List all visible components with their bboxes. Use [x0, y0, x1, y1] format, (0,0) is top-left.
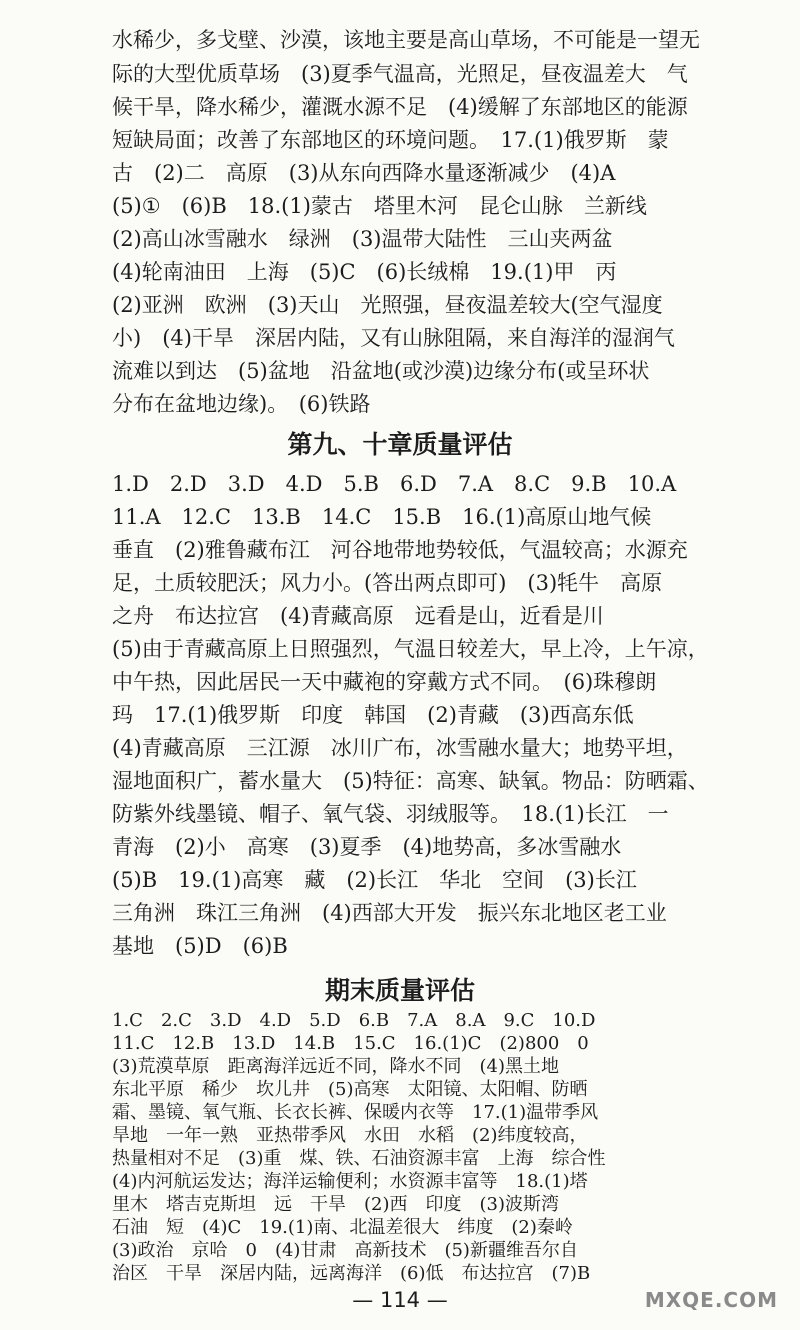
text-line: 治区 干旱 深居内陆，远离海洋 (6)低 布达拉宫 (7)B [112, 1263, 591, 1284]
page-number: — 114 — [352, 1288, 448, 1312]
text-line: (5)由于青藏高原上日照强烈，气温日较差大，早上冷，上午凉， [112, 637, 709, 661]
text-line: (5)B 19.(1)高寒 藏 (2)长江 华北 空间 (3)长江 [112, 868, 637, 892]
section-title: 第九、十章质量评估 [287, 430, 513, 459]
text-line: 里木 塔吉克斯坦 远 干旱 (2)西 印度 (3)波斯湾 [112, 1194, 559, 1215]
text-line: 霜、墨镜、氧气瓶、长衣长裤、保暖内衣等 17.(1)温带季风 [112, 1102, 599, 1123]
text-line: 足，土质较肥沃；风力小。(答出两点即可) (3)牦牛 高原 [112, 571, 663, 595]
text-line: (4)轮南油田 上海 (5)C (6)长绒棉 19.(1)甲 丙 [112, 260, 617, 284]
text-line: 小) (4)干旱 深居内陆，又有山脉阻隔，来自海洋的湿润气 [112, 326, 675, 350]
text-line: (3)荒漠草原 距离海洋远近不同，降水不同 (4)黑土地 [112, 1056, 559, 1077]
text-line: 东北平原 稀少 坎儿井 (5)高寒 太阳镜、太阳帽、防晒 [112, 1079, 588, 1100]
text-line: 流难以到达 (5)盆地 沿盆地(或沙漠)边缘分布(或呈环状 [112, 359, 650, 383]
text-line: 热量相对不足 (3)重 煤、铁、石油资源丰富 上海 综合性 [112, 1148, 606, 1169]
watermark: MXQE.COM [644, 1288, 778, 1312]
text-line: 候干旱，降水稀少，灌溉水源不足 (4)缓解了东部地区的能源 [112, 95, 688, 119]
text-line: 11.A 12.C 13.B 14.C 15.B 16.(1)高原山地气候 [112, 505, 652, 529]
text-line: 际的大型优质草场 (3)夏季气温高，光照足，昼夜温差大 气 [112, 62, 688, 86]
text-line: 分布在盆地边缘)。 (6)铁路 [112, 392, 371, 416]
text-line: 三角洲 珠江三角洲 (4)西部大开发 振兴东北地区老工业 [112, 901, 667, 925]
text-line: 玛 17.(1)俄罗斯 印度 韩国 (2)青藏 (3)西高东低 [112, 703, 634, 727]
text-line: 1.D 2.D 3.D 4.D 5.B 6.D 7.A 8.C 9.B 10.A [112, 472, 677, 496]
text-line: 古 (2)二 高原 (3)从东向西降水量逐渐减少 (4)A [112, 161, 616, 185]
text-line: (5)① (6)B 18.(1)蒙古 塔里木河 昆仑山脉 兰新线 [112, 194, 647, 218]
section-title: 期末质量评估 [324, 976, 475, 1005]
text-line: (3)政治 京哈 0 (4)甘肃 高新技术 (5)新疆维吾尔自 [112, 1240, 578, 1261]
text-line: 短缺局面；改善了东部地区的环境问题。 17.(1)俄罗斯 蒙 [112, 128, 669, 152]
text-line: (2)亚洲 欧洲 (3)天山 光照强，昼夜温差较大(空气湿度 [112, 293, 663, 317]
text-line: 11.C 12.B 13.D 14.B 15.C 16.(1)C (2)800 0 [112, 1033, 589, 1054]
text-line: 旱地 一年一熟 亚热带季风 水田 水稻 (2)纬度较高， [112, 1125, 588, 1146]
text-line: 水稀少，多戈壁、沙漠，该地主要是高山草场，不可能是一望无 [112, 28, 700, 52]
text-line: 防紫外线墨镜、帽子、氧气袋、羽绒服等。 18.(1)长江 一 [112, 802, 669, 826]
text-line: 中午热，因此居民一天中藏袍的穿戴方式不同。 (6)珠穆朗 [112, 670, 657, 694]
text-line: 基地 (5)D (6)B [112, 934, 288, 958]
text-line: 1.C 2.C 3.D 4.D 5.D 6.B 7.A 8.A 9.C 10.D [112, 1010, 596, 1031]
text-line: (2)高山冰雪融水 绿洲 (3)温带大陆性 三山夹两盆 [112, 227, 613, 251]
text-line: 石油 短 (4)C 19.(1)南、北温差很大 纬度 (2)秦岭 [112, 1217, 573, 1238]
text-line: (4)内河航运发达；海洋运输便利；水资源丰富等 18.(1)塔 [112, 1171, 588, 1192]
text-line: 垂直 (2)雅鲁藏布江 河谷地带地势较低，气温较高；水源充 [112, 538, 688, 562]
text-line: 湿地面积广，蓄水量大 (5)特征：高寒、缺氧。物品：防晒霜、 [112, 769, 709, 793]
text-line: 之舟 布达拉宫 (4)青藏高原 远看是山，近看是川 [112, 604, 604, 628]
text-line: (4)青藏高原 三江源 冰川广布，冰雪融水量大；地势平坦， [112, 736, 688, 760]
text-line: 青海 (2)小 高寒 (3)夏季 (4)地势高，多冰雪融水 [112, 835, 622, 859]
